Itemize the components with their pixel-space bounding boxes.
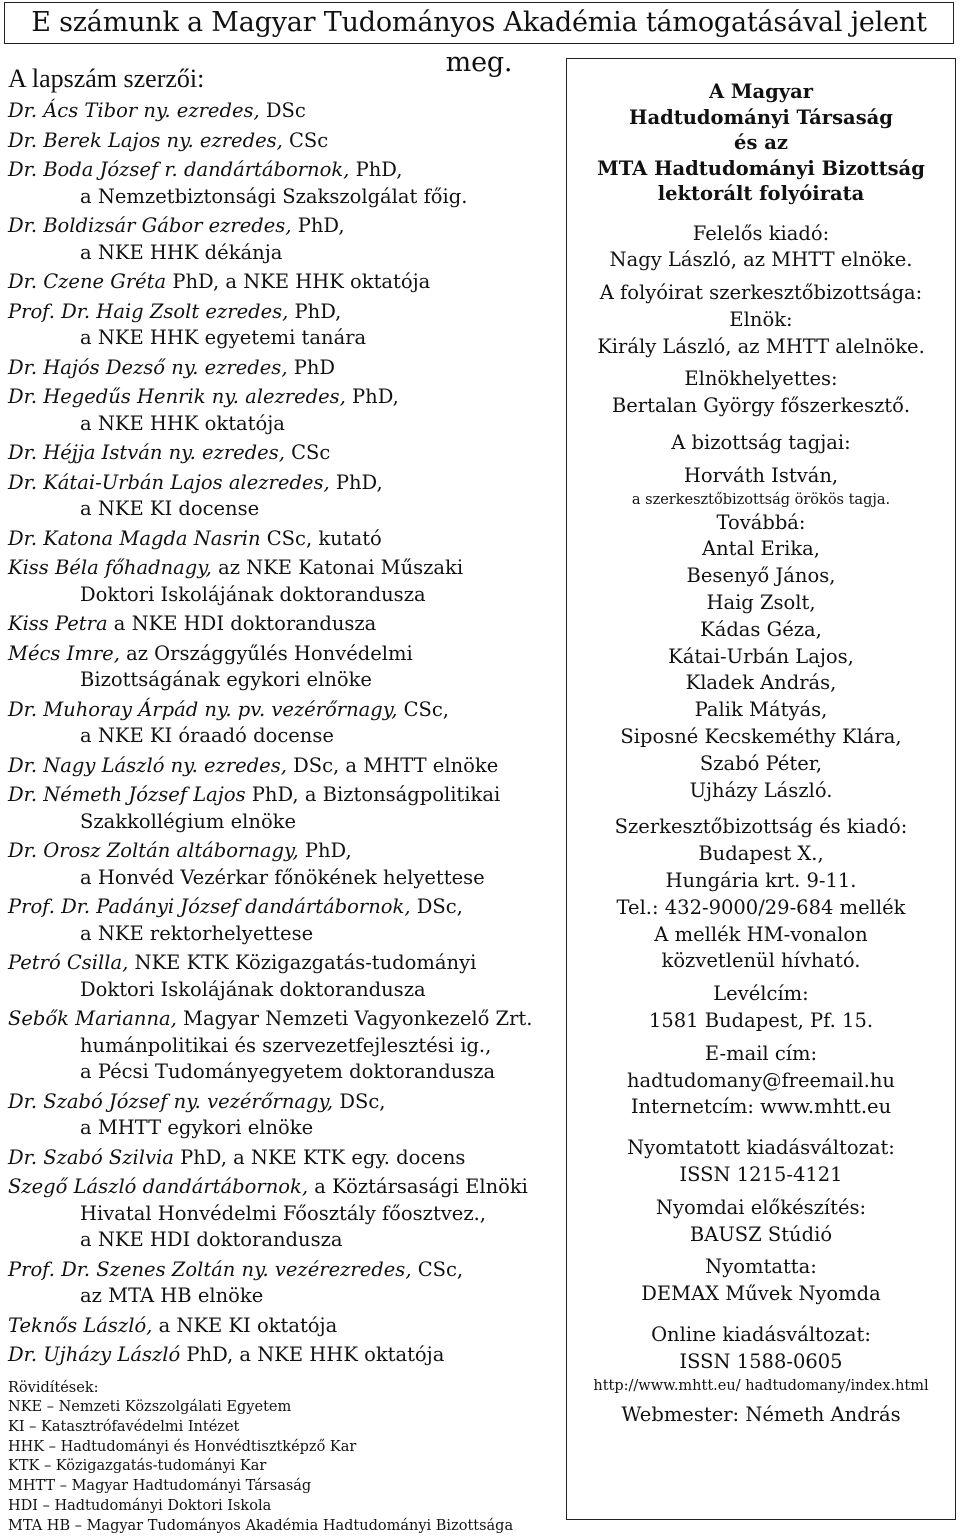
authors-column [8,62,553,1537]
prepress-label: Nyomdai előkészítés: [655,1195,867,1219]
board-label: A folyóirat szerkesztőbizottsága: [599,281,923,305]
journal-title-line: MTA Hadtudományi Bizottság [597,156,925,180]
office-line: Hungária krt. 9-11. [665,869,857,893]
print-issn: ISSN 1215-4121 [679,1163,843,1186]
members-label: A bizottság tagjai: [671,431,851,455]
members-list [567,536,955,804]
abbreviations-title: Rövidítések: [8,1379,99,1396]
author-name: Dr. Nagy László ny. ezredes, [8,753,287,777]
author-name: Teknős László, [8,1313,153,1337]
author-affiliation: a Pécsi Tudományegyetem doktorandusza [80,1060,496,1083]
author-title: DSc [259,99,306,122]
author-name: Szegő László dandártábornok, [8,1175,309,1198]
abbreviation-item: NKE – Nemzeti Közszolgálati Egyetem [8,1399,292,1415]
abbreviation-item: KTK – Közigazgatás-tudományi Kar [8,1458,267,1475]
author-title: CSc [282,128,329,152]
author-entry [8,470,553,523]
author-title: DSc, [333,1089,386,1113]
author-affiliation: a NKE HHK egyetemi tanára [80,326,367,349]
abbreviation-item: MHTT – Magyar Hadtudományi Társaság [8,1478,312,1495]
journal-title-line: A Magyar [708,80,813,103]
author-name: Dr. Szabó József ny. vezérőrnagy, [8,1089,334,1113]
honorary-note: a szerkesztőbizottság örökös tagja. [631,491,891,508]
author-entry [8,1006,553,1086]
author-name: Dr. Czene Gréta [8,270,167,293]
abbreviation-item: MTA HB – Magyar Tudományos Akadémia Hadtudományi Bizottsága [8,1517,514,1534]
author-title: PhD, a Biztonságpolitikai [245,783,501,806]
author-title: PhD, [345,385,399,408]
abbreviations-list [8,1398,553,1537]
author-title: PhD, a NKE HHK oktatója [166,270,431,293]
author-name: Dr. Boldizsár Gábor ezredes, [8,214,292,237]
author-affiliation: a NKE KI docense [80,497,260,520]
office-line: Tel.: 432-9000/29-684 mellék [616,895,906,919]
author-name: Dr. Hajós Dezső ny. ezredes, [8,355,288,379]
office-line: Budapest X., [698,842,824,866]
author-title: PhD, [288,299,342,323]
author-entry [8,611,553,638]
author-entry [8,838,553,891]
vice-label: Elnökhelyettes: [684,367,838,391]
email-address[interactable]: hadtudomany@freemail.hu [626,1068,895,1092]
author-title: a Köztársasági Elnöki [308,1175,528,1198]
chair: Király László, az MHTT alelnöke. [597,334,925,358]
further-label: Továbbá: [716,510,806,534]
vice: Bertalan György főszerkesztő. [611,394,911,418]
mail-label: Levélcím: [713,982,809,1006]
author-name: Dr. Muhoray Árpád ny. pv. vezérőrnagy, [8,697,398,721]
author-affiliation: Hivatal Honvédelmi Főosztály főosztvez., [80,1201,487,1225]
author-name: Mécs Imre, [8,641,120,665]
author-entry [8,157,553,210]
author-title: NKE KTK Közigazgatás-tudományi [128,951,477,974]
author-entry [8,950,553,1003]
author-entry [8,641,553,694]
board-member: Kátai-Urbán Lajos, [668,644,854,668]
author-affiliation: Doktori Iskolájának doktorandusza [80,582,426,606]
author-affiliation: Bizottságának egykori elnöke [80,668,372,691]
author-title: Magyar Nemzeti Vagyonkezelő Zrt. [176,1007,533,1030]
office-address [567,841,955,975]
author-affiliation: az MTA HB elnöke [80,1284,264,1307]
author-affiliation: Doktori Iskolájának doktorandusza [80,977,426,1001]
office-line: közvetlenül hívható. [661,949,861,973]
author-entry [8,213,553,266]
author-entry [8,355,553,382]
journal-title-line: lektorált folyóirata [657,182,865,205]
author-affiliation: a MHTT egykori elnöke [80,1116,314,1139]
author-entry [8,1145,553,1172]
chair-label: Elnök: [729,307,793,331]
author-name: Kiss Petra [8,612,108,635]
honorary-member: Horváth István, [683,463,839,487]
board-member: Antal Erika, [702,537,820,561]
author-entry [8,526,553,553]
print-label: Nyomtatott kiadásváltozat: [627,1136,895,1160]
author-entry [8,1342,553,1369]
author-entry [8,1313,553,1340]
author-entry [8,697,553,750]
author-title: PhD, a NKE KTK egy. docens [173,1145,466,1169]
author-name: Dr. Boda József r. dandártábornok, [8,158,350,181]
board-member: Haig Zsolt, [706,591,816,615]
author-entry [8,440,553,467]
author-title: az Országgyűlés Honvédelmi [119,641,413,665]
author-entry [8,128,553,155]
journal-title-line: Hadtudományi Társaság [629,105,893,129]
author-title: CSc, [411,1257,464,1281]
abbreviation-item: HDI – Hadtudományi Doktori Iskola [8,1497,272,1514]
author-entry [8,1089,553,1142]
author-entry [8,782,553,835]
online-label: Online kiadásváltozat: [651,1322,871,1346]
prepress: BAUSZ Stúdió [689,1222,833,1246]
board-member: Ujházy László. [689,778,833,802]
publisher: Nagy László, az MHTT elnöke. [609,248,913,272]
abbreviation-item: HHK – Hadtudományi és Honvédtisztképző Kar [8,1438,357,1455]
author-title: CSc, kutató [260,526,382,550]
author-name: Kiss Béla főhadnagy, [8,556,212,579]
board-member: Szabó Péter, [699,751,823,775]
email-label: E-mail cím: [704,1041,818,1065]
author-entry [8,299,553,352]
author-name: Dr. Héjja István ny. ezredes, [8,441,285,464]
author-title: a NKE KI oktatója [152,1313,338,1337]
author-title: az NKE Katonai Műszaki [211,556,464,579]
board-member: Kladek András, [685,671,837,695]
author-name: Prof. Dr. Padányi József dandártábornok, [8,895,411,918]
support-banner: E számunk a Magyar Tudományos Akadémia támogatásával jelent meg. [4,2,954,44]
office-line: A mellék HM-vonalon [654,922,868,946]
author-title: PhD, a NKE HHK oktatója [180,1343,445,1366]
printer-label: Nyomtatta: [705,1255,817,1279]
author-name: Dr. Orosz Zoltán altábornagy, [8,839,299,862]
author-name: Dr. Katona Magda Nasrin [8,526,261,550]
author-affiliation: a NKE rektorhelyettese [80,921,314,945]
author-title: DSc, [410,895,463,918]
office-label: Szerkesztőbizottság és kiadó: [614,815,908,839]
author-title: CSc [284,441,331,464]
author-name: Dr. Berek Lajos ny. ezredes, [8,128,283,152]
authors-list [8,98,553,1369]
author-name: Prof. Dr. Szenes Zoltán ny. vezérezredes, [8,1257,412,1281]
author-name: Sebők Marianna, [8,1007,177,1030]
author-affiliation: a NKE HHK dékánja [80,240,283,264]
author-entry [8,98,553,125]
publisher-label: Felelős kiadó: [692,221,830,245]
author-name: Prof. Dr. Haig Zsolt ezredes, [8,299,289,323]
webmaster: Webmester: Németh András [621,1402,901,1426]
board-member: Siposné Kecskeméthy Klára, [620,725,902,749]
mail-address: 1581 Budapest, Pf. 15. [648,1009,874,1033]
author-entry [8,555,553,608]
author-affiliation: humánpolitikai és szervezetfejlesztési ig., [80,1033,492,1057]
author-name: Dr. Hegedűs Henrik ny. alezredes, [8,385,346,408]
authors-heading: A lapszám szerzői: [8,64,205,93]
author-entry [8,894,553,947]
author-title: PhD, [291,214,345,237]
author-affiliation: a Nemzetbiztonsági Szakszolgálat főig. [80,184,468,208]
author-title: PhD, [349,158,403,181]
abbreviation-item: KI – Katasztrófavédelmi Intézet [8,1418,240,1435]
board-member: Besenyő János, [686,564,836,588]
author-entry [8,753,553,780]
masthead-panel [566,58,956,1520]
author-title: CSc, [397,697,450,721]
author-name: Dr. Szabó Szilvia [8,1145,174,1169]
author-title: DSc, a MHTT elnöke [286,753,499,777]
author-title: PhD, [329,470,383,494]
author-affiliation: Szakkollégium elnöke [80,809,297,833]
board-member: Kádas Géza, [700,617,822,641]
online-url[interactable]: http://www.mhtt.eu/ hadtudomany/index.html [593,1377,929,1394]
journal-title [567,79,955,207]
author-name: Dr. Kátai-Urbán Lajos alezredes, [8,470,330,494]
author-name: Dr. Ács Tibor ny. ezredes, [8,99,260,122]
online-issn: ISSN 1588-0605 [679,1349,843,1373]
author-entry [8,384,553,437]
author-title: PhD [287,355,336,379]
author-affiliation: a Honvéd Vezérkar főnökének helyettese [80,865,485,889]
website[interactable]: Internetcím: www.mhtt.eu [630,1095,892,1119]
author-title: a NKE HDI doktorandusza [107,612,377,635]
author-name: Dr. Németh József Lajos [8,783,246,806]
journal-title-line: és az [734,131,788,154]
author-affiliation: a NKE KI óraadó docense [80,724,334,747]
author-name: Petró Csilla, [8,951,129,974]
author-entry [8,269,553,296]
printer: DEMAX Művek Nyomda [641,1282,881,1306]
author-entry [8,1174,553,1254]
author-name: Dr. Ujházy László [8,1343,181,1366]
author-title: PhD, [298,839,352,862]
board-member: Palik Mátyás, [694,698,828,722]
author-entry [8,1257,553,1310]
author-affiliation: a NKE HHK oktatója [80,411,285,435]
author-affiliation: a NKE HDI doktorandusza [80,1228,343,1251]
